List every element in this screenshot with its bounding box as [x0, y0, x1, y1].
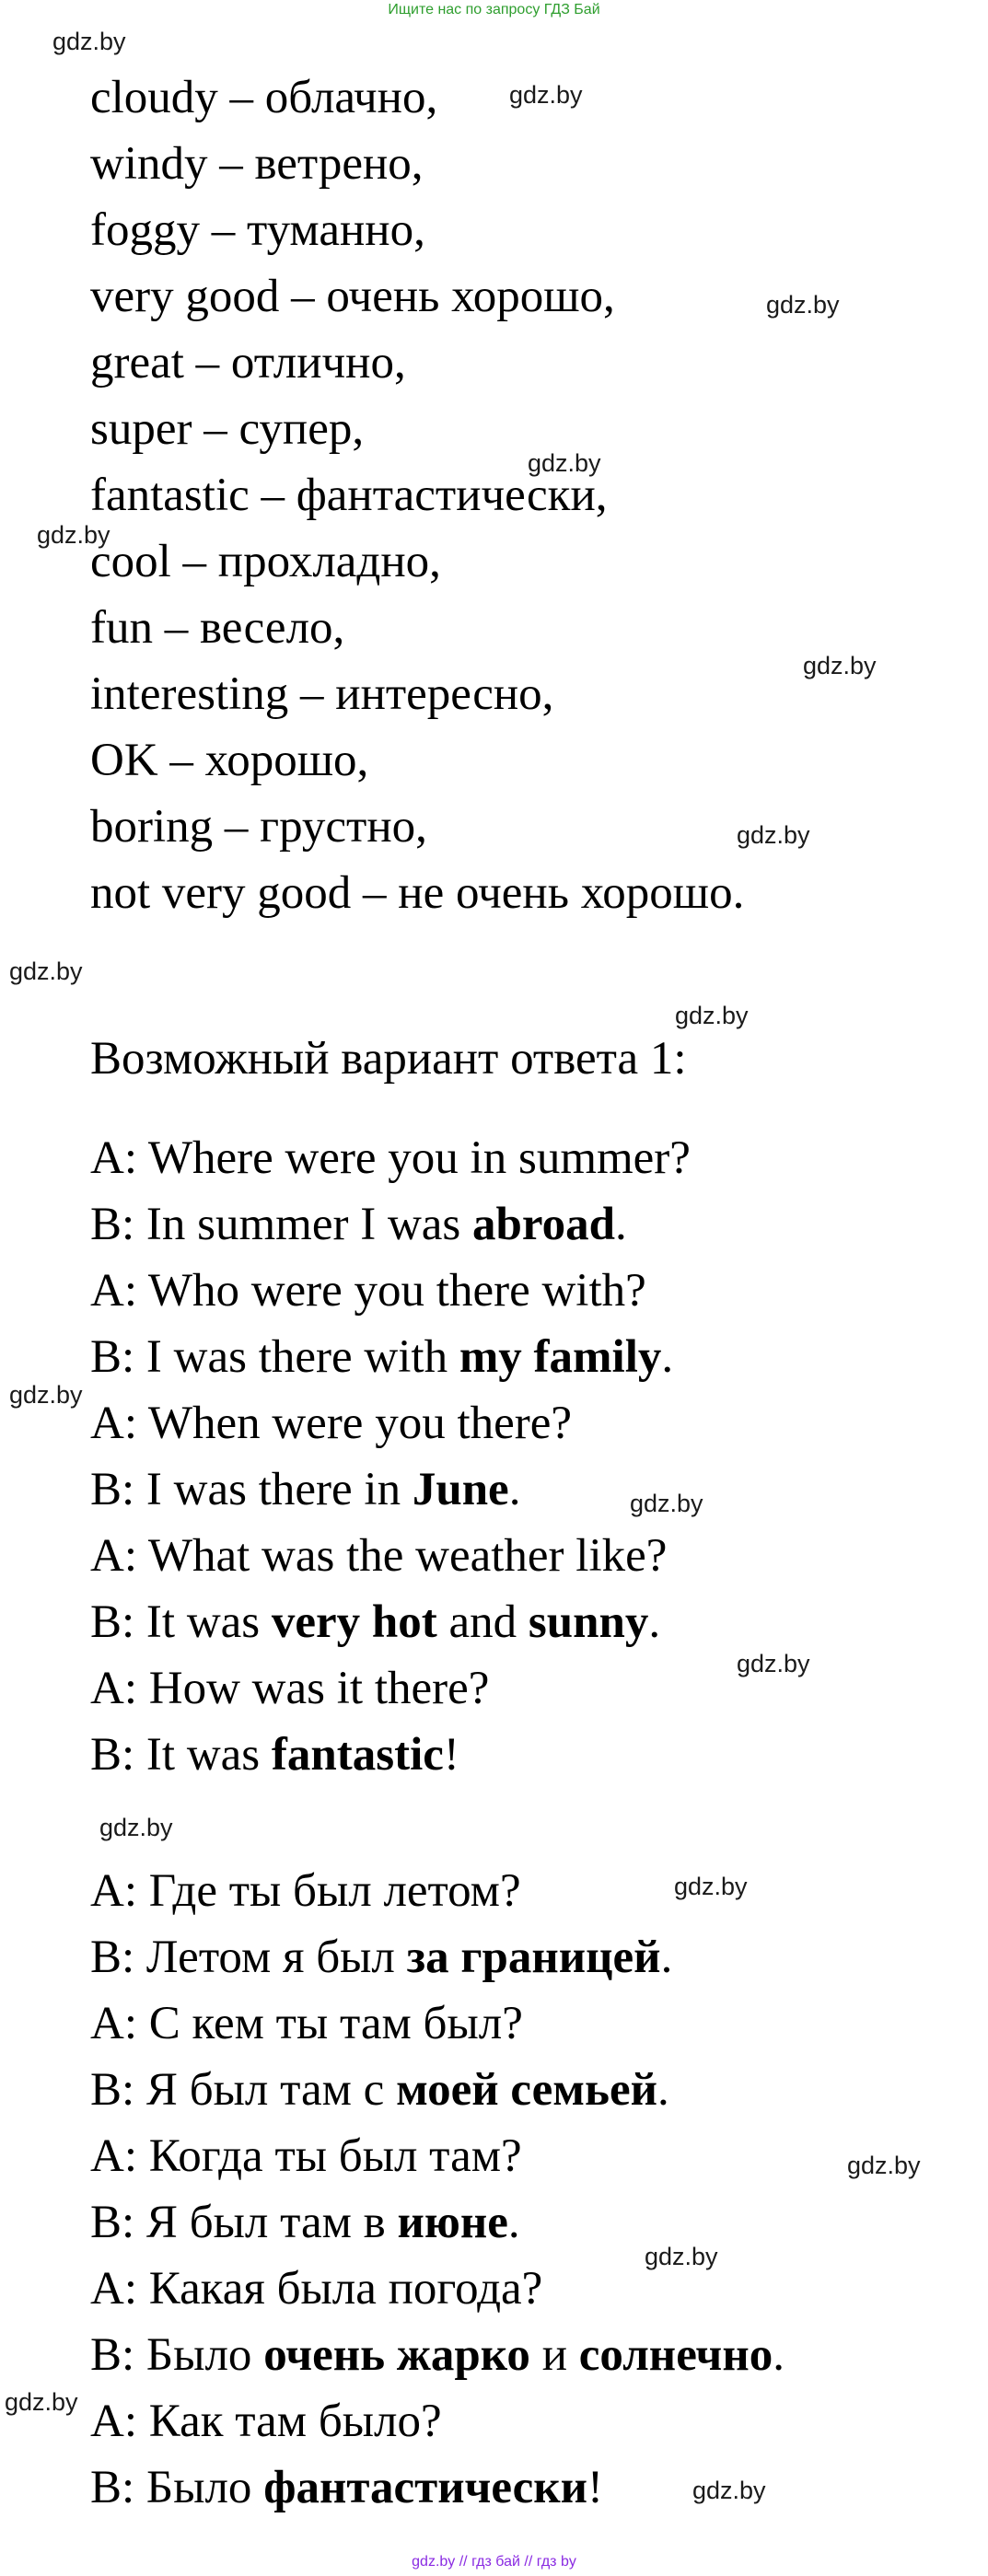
watermark: gdz.by [692, 2477, 766, 2504]
vocab-line: windy – ветрено, [90, 138, 424, 190]
vocab-line: fun – весело, [90, 602, 345, 654]
answer-heading: Возможный вариант ответа 1: [90, 1033, 687, 1085]
dialog-line: A: Когда ты был там? [90, 2130, 522, 2182]
watermark: gdz.by [5, 2388, 78, 2416]
watermark: gdz.by [9, 957, 83, 985]
dialog-line: B: I was there with my family. [90, 1331, 674, 1383]
dialog-line: B: Летом я был за границей. [90, 1932, 673, 1983]
dialog-line: B: Было фантастически! [90, 2462, 604, 2513]
dialog-line: B: I was there in June. [90, 1464, 521, 1515]
watermark: gdz.by [674, 1873, 748, 1900]
dialog-line: B: Я был там с моей семьей. [90, 2064, 669, 2116]
vocab-line: interesting – интересно, [90, 668, 554, 720]
watermark: gdz.by [99, 1814, 173, 1841]
watermark: gdz.by [737, 821, 810, 849]
dialog-line: A: Какая была погода? [90, 2263, 543, 2315]
vocab-line: super – супер, [90, 403, 365, 455]
vocab-line: cloudy – облачно, [90, 72, 438, 123]
watermark: gdz.by [37, 521, 110, 549]
vocab-line: boring – грустно, [90, 801, 427, 853]
dialog-line: B: It was fantastic! [90, 1729, 459, 1781]
watermark: gdz.by [645, 2243, 718, 2270]
footer-links: gdz.by // гдз бай // гдз by [412, 2554, 576, 2570]
watermark: gdz.by [737, 1650, 810, 1677]
watermark: gdz.by [803, 652, 877, 679]
dialog-line: B: In summer I was abroad. [90, 1199, 627, 1250]
watermark: gdz.by [766, 291, 840, 319]
dialog-line: A: What was the weather like? [90, 1530, 668, 1582]
dialog-line: B: It was very hot and sunny. [90, 1596, 661, 1648]
watermark: gdz.by [675, 1002, 749, 1029]
dialog-line: A: When were you there? [90, 1398, 572, 1449]
dialog-line: A: Где ты был летом? [90, 1865, 521, 1917]
watermark: gdz.by [528, 449, 601, 477]
dialog-line: A: Как там было? [90, 2396, 442, 2447]
vocab-line: very good – очень хорошо, [90, 271, 615, 322]
vocab-line: not very good – не очень хорошо. [90, 867, 745, 919]
vocab-line: OK – хорошо, [90, 735, 369, 786]
top-banner: Ищите нас по запросу ГДЗ Бай [388, 2, 600, 17]
watermark: gdz.by [509, 81, 583, 109]
dialog-line: B: Я был там в июне. [90, 2197, 520, 2248]
watermark: gdz.by [847, 2152, 921, 2179]
dialog-line: A: С кем ты там был? [90, 1998, 523, 2049]
watermark: gdz.by [52, 28, 126, 55]
dialog-line: B: Было очень жарко и солнечно. [90, 2329, 785, 2381]
dialog-line: A: How was it there? [90, 1663, 490, 1714]
vocab-line: cool – прохладно, [90, 536, 441, 587]
dialog-line: A: Who were you there with? [90, 1265, 646, 1317]
vocab-line: foggy – туманно, [90, 204, 425, 256]
dialog-line: A: Where were you in summer? [90, 1132, 691, 1184]
vocab-line: fantastic – фантастически, [90, 470, 608, 521]
watermark: gdz.by [9, 1381, 83, 1409]
watermark: gdz.by [630, 1490, 703, 1517]
vocab-line: great – отлично, [90, 337, 406, 389]
